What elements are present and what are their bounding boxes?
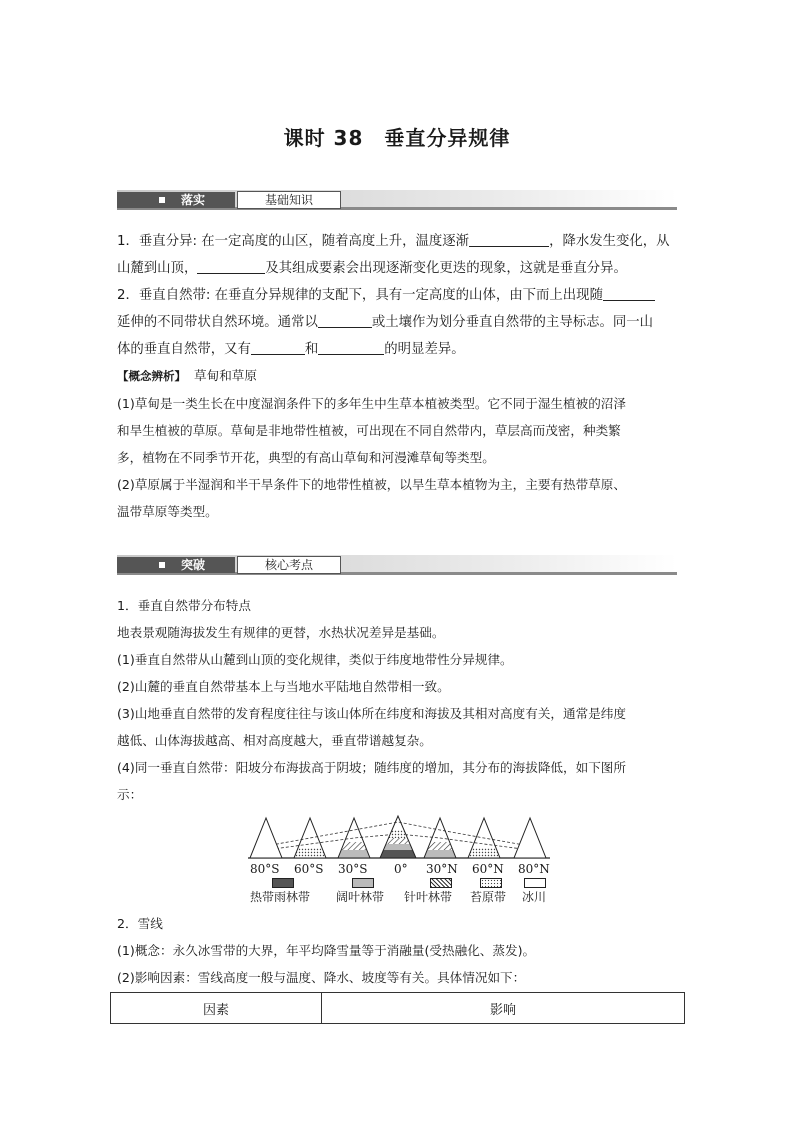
section-header-basics	[117, 190, 677, 210]
fill-blank[interactable]	[197, 259, 265, 274]
mountain-30n-zones	[420, 842, 460, 858]
legend-label: 阔叶林带	[336, 890, 385, 904]
mountain-80s	[250, 818, 282, 858]
text: 地表景观随海拔发生有规律的更替，水热状况差异是基础。	[117, 625, 445, 640]
page-title: 课时 38 垂直分异规律	[283, 126, 511, 150]
text: 或土壤作为划分垂直自然带的主导标志。同一山	[371, 315, 654, 330]
snowline-factors-table	[110, 992, 685, 1024]
text: 示：	[117, 787, 143, 802]
fill-blank[interactable]	[318, 313, 372, 328]
section-tag: 落实	[181, 193, 206, 207]
legend-swatch-glacier	[524, 878, 546, 888]
text: 的明显差异。	[384, 342, 465, 357]
fill-blank[interactable]	[251, 340, 305, 355]
text: (3)山地垂直自然带的发育程度往往与该山体所在纬度和海拔及其相对高度有关，通常是纬度	[117, 706, 626, 721]
section-header-core	[117, 555, 677, 575]
text: 在垂直分异规律的支配下，具有一定高度的山体，由下而上出现随	[210, 288, 603, 303]
paragraph-vertical-differentiation	[117, 228, 677, 282]
text: (1)垂直自然带从山麓到山顶的变化规律，类似于纬度地带性分异规律。	[117, 652, 513, 667]
section-tag-box	[117, 192, 235, 208]
section-tag-box	[117, 557, 235, 573]
square-bullet-icon	[159, 197, 165, 203]
text: (2)草原属于半湿润和半干旱条件下的地带性植被，以旱生草本植物为主，主要有热带草原、	[117, 477, 626, 492]
text: 温带草原等类型。	[117, 504, 218, 519]
text: 在一定高度的山区，随着高度上升，温度逐渐	[196, 234, 470, 249]
legend-swatch-tundra	[480, 878, 502, 888]
fill-blank[interactable]	[318, 340, 384, 355]
table-header-row	[111, 993, 685, 1024]
text: 山麓到山顶，	[117, 261, 198, 276]
key-point-2	[117, 910, 677, 991]
text: 和旱生植被的草原。草甸是非地带性植被，可出现在不同自然带内，草层高而茂密，种类繁	[117, 423, 621, 438]
term-label: 1．垂直分异:	[117, 234, 197, 249]
text: (2)山麓的垂直自然带基本上与当地水平陆地自然带相一致。	[117, 679, 450, 694]
concept-analysis	[117, 362, 677, 525]
vertical-zone-figure	[244, 812, 554, 904]
latitude-label: 0°	[394, 862, 408, 876]
text: (4)同一垂直自然带：阳坡分布海拔高于阴坡；随纬度的增加，其分布的海拔降低，如下图所	[117, 760, 626, 775]
legend-label: 针叶林带	[404, 890, 453, 904]
paragraph-vertical-zone	[117, 282, 677, 363]
legend-label: 苔原带	[470, 890, 507, 904]
table-header-factor: 因素	[111, 993, 322, 1024]
text: (2)影响因素：雪线高度一般与温度、降水、坡度等有关。具体情况如下：	[117, 970, 526, 985]
latitude-label: 60°N	[472, 862, 504, 876]
heading: 1．垂直自然带分布特点	[117, 598, 251, 613]
section-label: 核心考点	[237, 556, 341, 574]
mountain-30s-zones	[334, 842, 374, 858]
key-point-1	[117, 592, 677, 808]
legend-label: 冰川	[522, 890, 547, 904]
text: 延伸的不同带状自然环境。通常以	[117, 315, 318, 330]
legend-label: 热带雨林带	[250, 890, 311, 904]
text: (1)草甸是一类生长在中度湿润条件下的多年生中生草本植被类型。它不同于湿生植被的沼泽	[117, 396, 626, 411]
latitude-label: 80°N	[518, 862, 550, 876]
concept-title: 草甸和草原	[194, 368, 257, 383]
text: 越低、山体海拔越高、相对高度越大，垂直带谱越复杂。	[117, 733, 432, 748]
fill-blank[interactable]	[603, 286, 655, 301]
latitude-label: 60°S	[294, 862, 324, 876]
latitude-label: 80°S	[250, 862, 280, 876]
legend-swatch-rainforest	[272, 878, 294, 888]
section-label: 基础知识	[237, 191, 341, 209]
heading: 2．雪线	[117, 916, 163, 931]
mountain-80n	[514, 818, 546, 858]
term-label: 2．垂直自然带:	[117, 288, 211, 303]
mountain-60s-zones	[284, 848, 334, 858]
text: 体的垂直自然带，又有	[117, 342, 251, 357]
table-header-effect: 影响	[322, 993, 685, 1024]
square-bullet-icon	[159, 562, 165, 568]
latitude-label: 30°S	[338, 862, 368, 876]
text: (1)概念：永久冰雪带的大界，年平均降雪量等于消融量(受热融化、蒸发)。	[117, 943, 536, 958]
section-tag: 突破	[181, 558, 206, 572]
text: 和	[304, 342, 319, 357]
latitude-label: 30°N	[426, 862, 458, 876]
fill-blank[interactable]	[469, 232, 549, 247]
text: ，降水发生变化，从	[549, 234, 670, 249]
concept-tag: 【概念辨析】	[117, 369, 186, 383]
legend-swatch-conifer	[430, 878, 452, 888]
text: 及其组成要素会出现逐渐变化更迭的现象，这就是垂直分异。	[265, 261, 627, 276]
legend-swatch-broadleaf	[352, 878, 374, 888]
text: 多，植物在不同季节开花，典型的有高山草甸和河漫滩草甸等类型。	[117, 450, 495, 465]
